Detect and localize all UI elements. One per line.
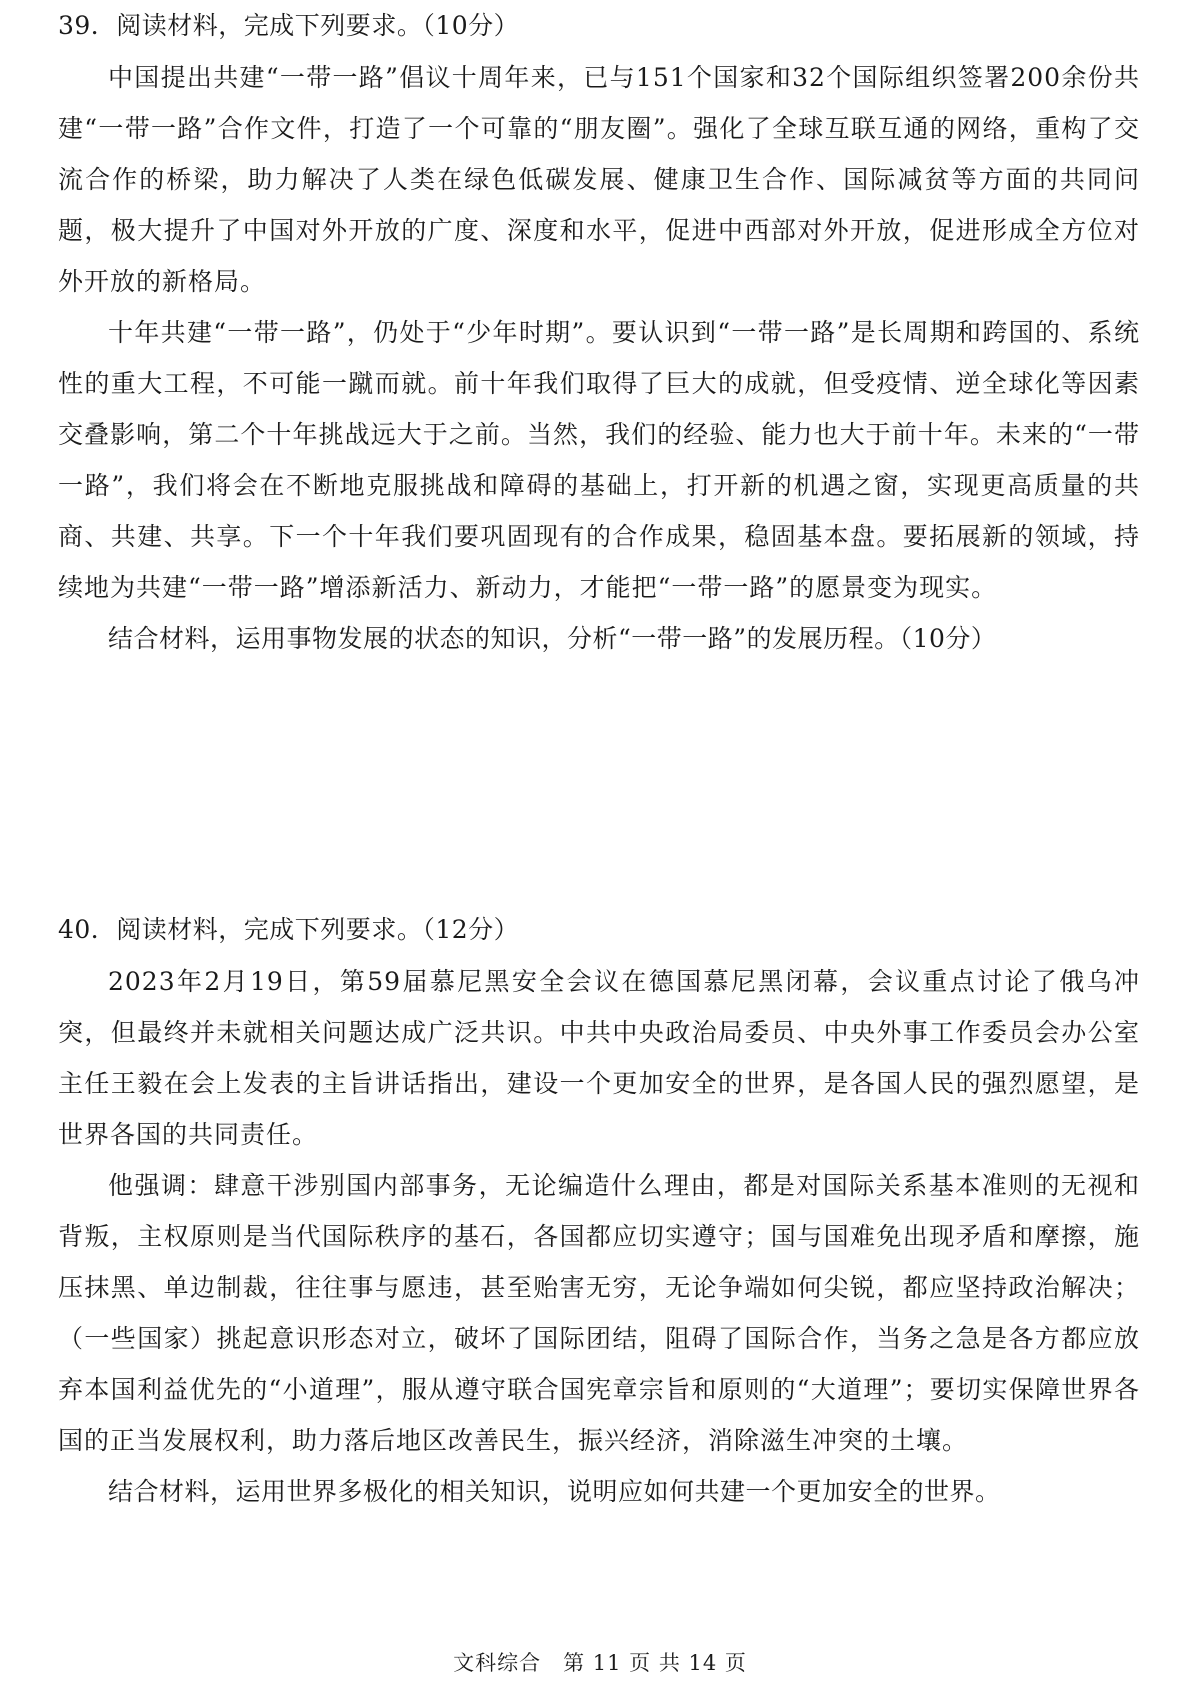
question-40-material-paragraph-2: 他强调：肆意干涉别国内部事务，无论编造什么理由，都是对国际关系基本准则的无视和背叛，主权原则是当代国际秩序的基石，各国都应切实遵守；国与国难免出现矛盾和摩擦，施压抹黑、单边制裁，往往事与愿违，甚至贻害无穷，无论争端如何尖锐，都应坚持政治解决；（一些国家）挑起意识形态对立，破坏了国际团结，阻碍了国际合作，当务之急是各方都应放弃本国利益优先的“小道理”，服从遵守联合国宪章宗旨和原则的“大道理”；要切实保障世界各国的正当发展权利，助力落后地区改善民生，振兴经济，消除滋生冲突的土壤。 [58, 1171, 1140, 1455]
question-39 [58, 0, 1140, 664]
question-40 [58, 904, 1140, 1517]
question-39-material-paragraph-1: 中国提出共建“一带一路”倡议十周年来，已与151个国家和32个国际组织签署200余份共建“一带一路”合作文件，打造了一个可靠的“朋友圈”。强化了全球互联互通的网络，重构了交流合作的桥梁，助力解决了人类在绿色低碳发展、健康卫生合作、国际减贫等方面的共同问题，极大提升了中国对外开放的广度、深度和水平，促进中西部对外开放，促进形成全方位对外开放的新格局。 [58, 63, 1140, 296]
question-40-task: 结合材料，运用世界多极化的相关知识，说明应如何共建一个更加安全的世界。 [108, 1477, 1001, 1506]
question-39-title: 39．阅读材料，完成下列要求。（10分） [58, 11, 520, 40]
question-40-material-paragraph-1: 2023年2月19日，第59届慕尼黑安全会议在德国慕尼黑闭幕，会议重点讨论了俄乌冲突，但最终并未就相关问题达成广泛共识。中共中央政治局委员、中央外事工作委员会办公室主任王毅在会上发表的主旨讲话指出，建设一个更加安全的世界，是各国人民的强烈愿望，是世界各国的共同责任。 [58, 967, 1140, 1149]
question-40-title: 40．阅读材料，完成下列要求。（12分） [58, 915, 520, 944]
page-footer: 文科综合 第 11 页 共 14 页 [453, 1651, 747, 1675]
question-39-task: 结合材料，运用事物发展的状态的知识，分析“一带一路”的发展历程。（10分） [108, 624, 997, 653]
question-39-material-paragraph-2: 十年共建“一带一路”，仍处于“少年时期”。要认识到“一带一路”是长周期和跨国的、系统性的重大工程，不可能一蹴而就。前十年我们取得了巨大的成就，但受疫情、逆全球化等因素交叠影响，第二个十年挑战远大于之前。当然，我们的经验、能力也大于前十年。未来的“一带一路”，我们将会在不断地克服挑战和障碍的基础上，打开新的机遇之窗，实现更高质量的共商、共建、共享。下一个十年我们要巩固现有的合作成果，稳固基本盘。要拓展新的领域，持续地为共建“一带一路”增添新活力、新动力，才能把“一带一路”的愿景变为现实。 [58, 318, 1140, 602]
